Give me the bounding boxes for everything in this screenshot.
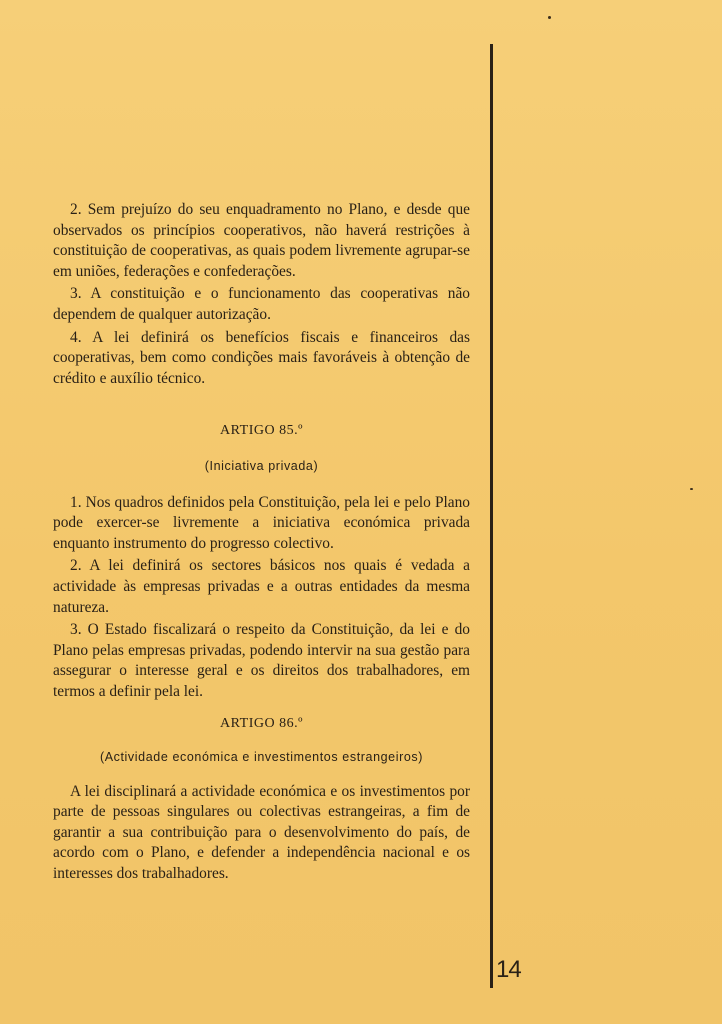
paragraph-cooperativas-3: 3. A constituição e o funcionamento das cooperativas não dependem de qualquer autorização. [53, 285, 470, 323]
article-86-subheading: (Actividade económica e investimentos estrangeiros) [99, 750, 424, 765]
paragraph-cooperativas-4: 4. A lei definirá os benefícios fiscais e financeiros das cooperativas, bem como condições mais favoráveis à obtenção de crédito e auxílio técnico. [53, 328, 470, 387]
article-85-subheading: (Iniciativa privada) [204, 458, 319, 473]
article-86-heading: ARTIGO 86.º [220, 716, 303, 732]
text-column [53, 200, 470, 887]
vertical-rule [490, 44, 493, 988]
article-85-heading: ARTIGO 85.º [220, 423, 303, 439]
article-86-paragraph-1: A lei disciplinará a actividade económica e os investimentos por parte de pessoas singulares ou colectivas estrangeiras, a fim de garantir a sua contribuição para o desenvolvimento do país, de acordo com o Plano, e defender a independência nacional e os interesses dos trabalhadores. [53, 782, 470, 883]
article-85-paragraph-3: 3. O Estado fiscalizará o respeito da Constituição, da lei e do Plano pelas empresas privadas, podendo intervir na sua gestão para assegurar o interesse geral e os direitos dos trabalhadores, em termos a definir pela lei. [53, 621, 470, 700]
page-number: 14 [496, 956, 521, 983]
paragraph-cooperativas-2: 2. Sem prejuízo do seu enquadramento no Plano, e desde que observados os princípios cooperativos, não haverá restrições à constituição de cooperativas, as quais podem livremente agrupar-se em uniões, federações e confederações. [53, 201, 470, 280]
article-85-paragraph-2: 2. A lei definirá os sectores básicos nos quais é vedada a actividade às empresas privadas e a outras entidades da mesma natureza. [53, 557, 470, 616]
article-85-paragraph-1: 1. Nos quadros definidos pela Constituição, pela lei e pelo Plano pode exercer-se livremente a iniciativa económica privada enquanto instrumento do progresso colectivo. [53, 493, 470, 552]
paper-speck [548, 16, 551, 19]
paper-speck [690, 488, 693, 490]
